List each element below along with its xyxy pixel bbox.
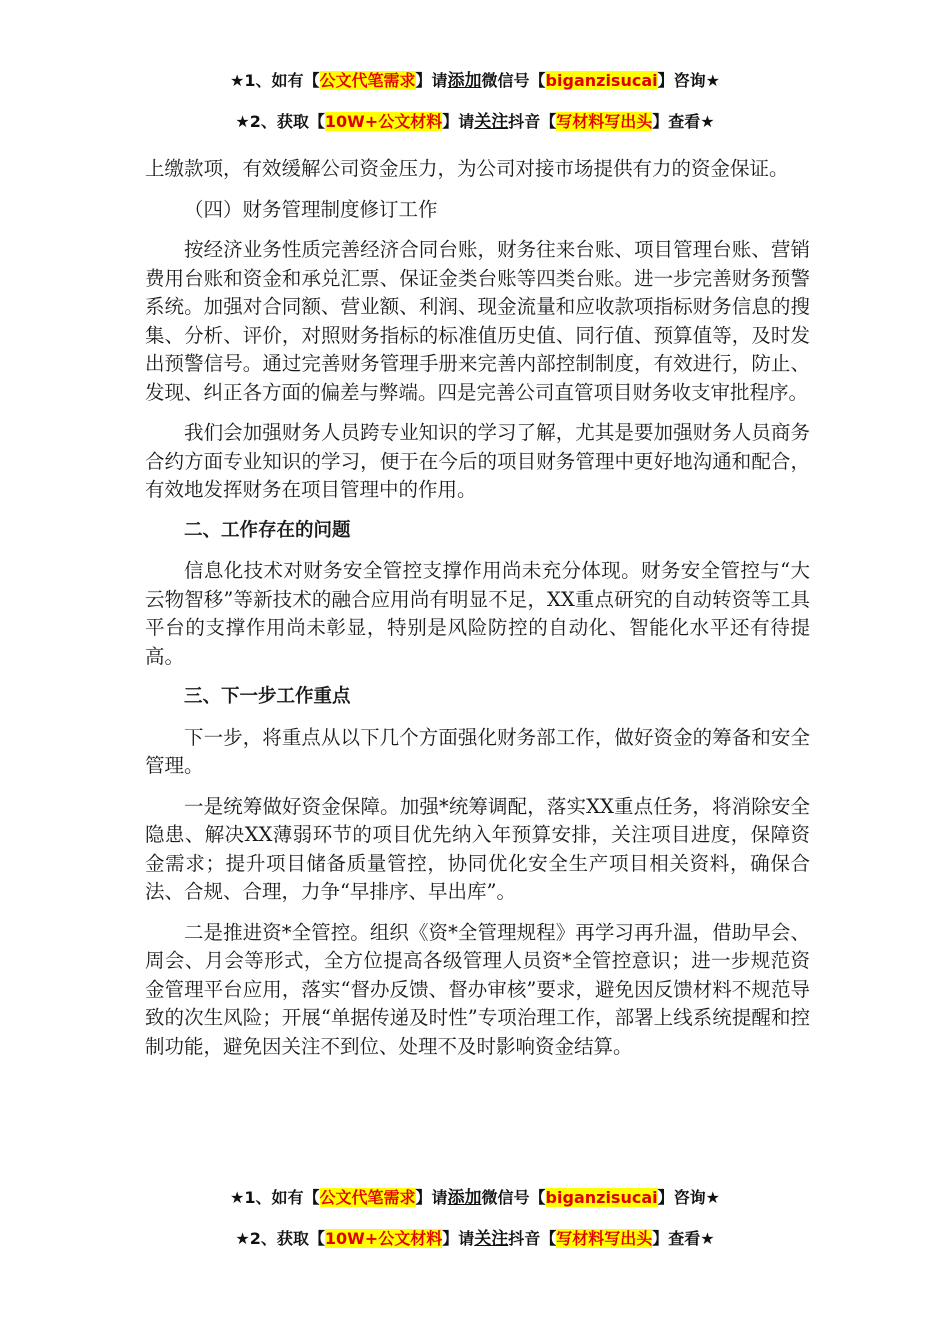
footer-banner-line-2 (0, 1228, 950, 1250)
banner-line-2 (0, 111, 950, 133)
banner-text: 微信号【 (481, 71, 546, 90)
highlight-text: 写材料写出头 (556, 1229, 653, 1248)
banner-text: 微信号【 (481, 1188, 546, 1207)
highlight-text: 10W+公文材料 (324, 1229, 443, 1248)
emphasis-text: 添加 (447, 1188, 482, 1208)
banner-text: ★1、如有【 (230, 71, 320, 90)
highlight-text: biganzisucai (545, 1188, 658, 1207)
emphasis-text: 添加 (447, 71, 482, 91)
banner-text: ★1、如有【 (230, 1188, 320, 1207)
highlight-text: biganzisucai (545, 71, 658, 90)
banner-text: 】咨询★ (657, 71, 720, 90)
paragraph: 下一步，将重点从以下几个方面强化财务部工作，做好资金的筹备和安全管理。 (145, 725, 810, 777)
banner-text: 】查看★ (652, 112, 715, 131)
banner-text: 抖音【 (508, 112, 557, 131)
paragraph: 信息化技术对财务安全管控支撑作用尚未充分体现。财务安全管控与“大云物智移”等新技术的融合应用尚有明显不足，XX重点研究的自动转资等工具平台的支撑作用尚未彰显，特别是风险防控的自动化、智能化水平还有待提高。 (145, 559, 810, 668)
highlight-text: 写材料写出头 (556, 112, 653, 131)
banner-text: ★2、获取【 (235, 112, 325, 131)
paragraph: 二是推进资*全管控。组织《资*全管理规程》再学习再升温，借助早会、周会、月会等形式，全方位提高各级管理人员资*全管控意识；进一步规范资金管理平台应用，落实“督办反馈、督办审核”要求，避免因反馈材料不规范导致的次生风险；开展“单据传递及时性”专项治理工作，部署上线系统提醒和控制功能，避免因关注不到位、处理不及时影响资金结算。 (145, 920, 810, 1058)
emphasis-text: 关注 (474, 112, 509, 132)
banner-text: ★2、获取【 (235, 1229, 325, 1248)
banner-text: 】请 (442, 1229, 475, 1248)
section-heading: 二、工作存在的问题 (184, 519, 351, 541)
highlight-text: 10W+公文材料 (324, 112, 443, 131)
paragraph: 上缴款项，有效缓解公司资金压力，为公司对接市场提供有力的资金保证。 (145, 157, 789, 180)
paragraph: 按经济业务性质完善经济合同台账，财务往来台账、项目管理台账、营销费用台账和资金和承兑汇票、保证金类台账等四类台账。进一步完善财务预警系统。加强对合同额、营业额、利润、现金流量和应收款项指标财务信息的搜集、分析、评价，对照财务指标的标准值历史值、同行值、预算值等，及时发出预警信号。通过完善财务管理手册来完善内部控制制度，有效进行，防止、发现、纠正各方面的偏差与弊端。四是完善公司直管项目财务收支审批程序。 (145, 238, 810, 404)
section-heading: 三、下一步工作重点 (184, 686, 351, 707)
document-body (145, 155, 810, 1073)
section-subheading: （四）财务管理制度修订工作 (184, 197, 438, 221)
banner-text: 】查看★ (652, 1229, 715, 1248)
banner-line-1 (0, 70, 950, 92)
highlight-text: 公文代笔需求 (319, 1188, 416, 1207)
emphasis-text: 关注 (474, 1229, 509, 1249)
banner-text: 】请 (415, 71, 448, 90)
footer-banner-line-1 (0, 1187, 950, 1209)
banner-text: 】请 (415, 1188, 448, 1207)
paragraph: 一是统筹做好资金保障。加强*统筹调配，落实XX重点任务，将消除安全隐患、解决XX薄弱环节的项目优先纳入年预算安排，关注项目进度，保障资金需求；提升项目储备质量管控，协同优化安全生产项目相关资料，确保合法、合规、合理，力争“早排序、早出库”。 (145, 794, 810, 903)
banner-text: 抖音【 (508, 1229, 557, 1248)
banner-text: 】咨询★ (657, 1188, 720, 1207)
banner-text: 】请 (442, 112, 475, 131)
paragraph: 我们会加强财务人员跨专业知识的学习了解，尤其是要加强财务人员商务合约方面专业知识的学习，便于在今后的项目财务管理中更好地沟通和配合，有效地发挥财务在项目管理中的作用。 (145, 421, 810, 501)
highlight-text: 公文代笔需求 (319, 71, 416, 90)
